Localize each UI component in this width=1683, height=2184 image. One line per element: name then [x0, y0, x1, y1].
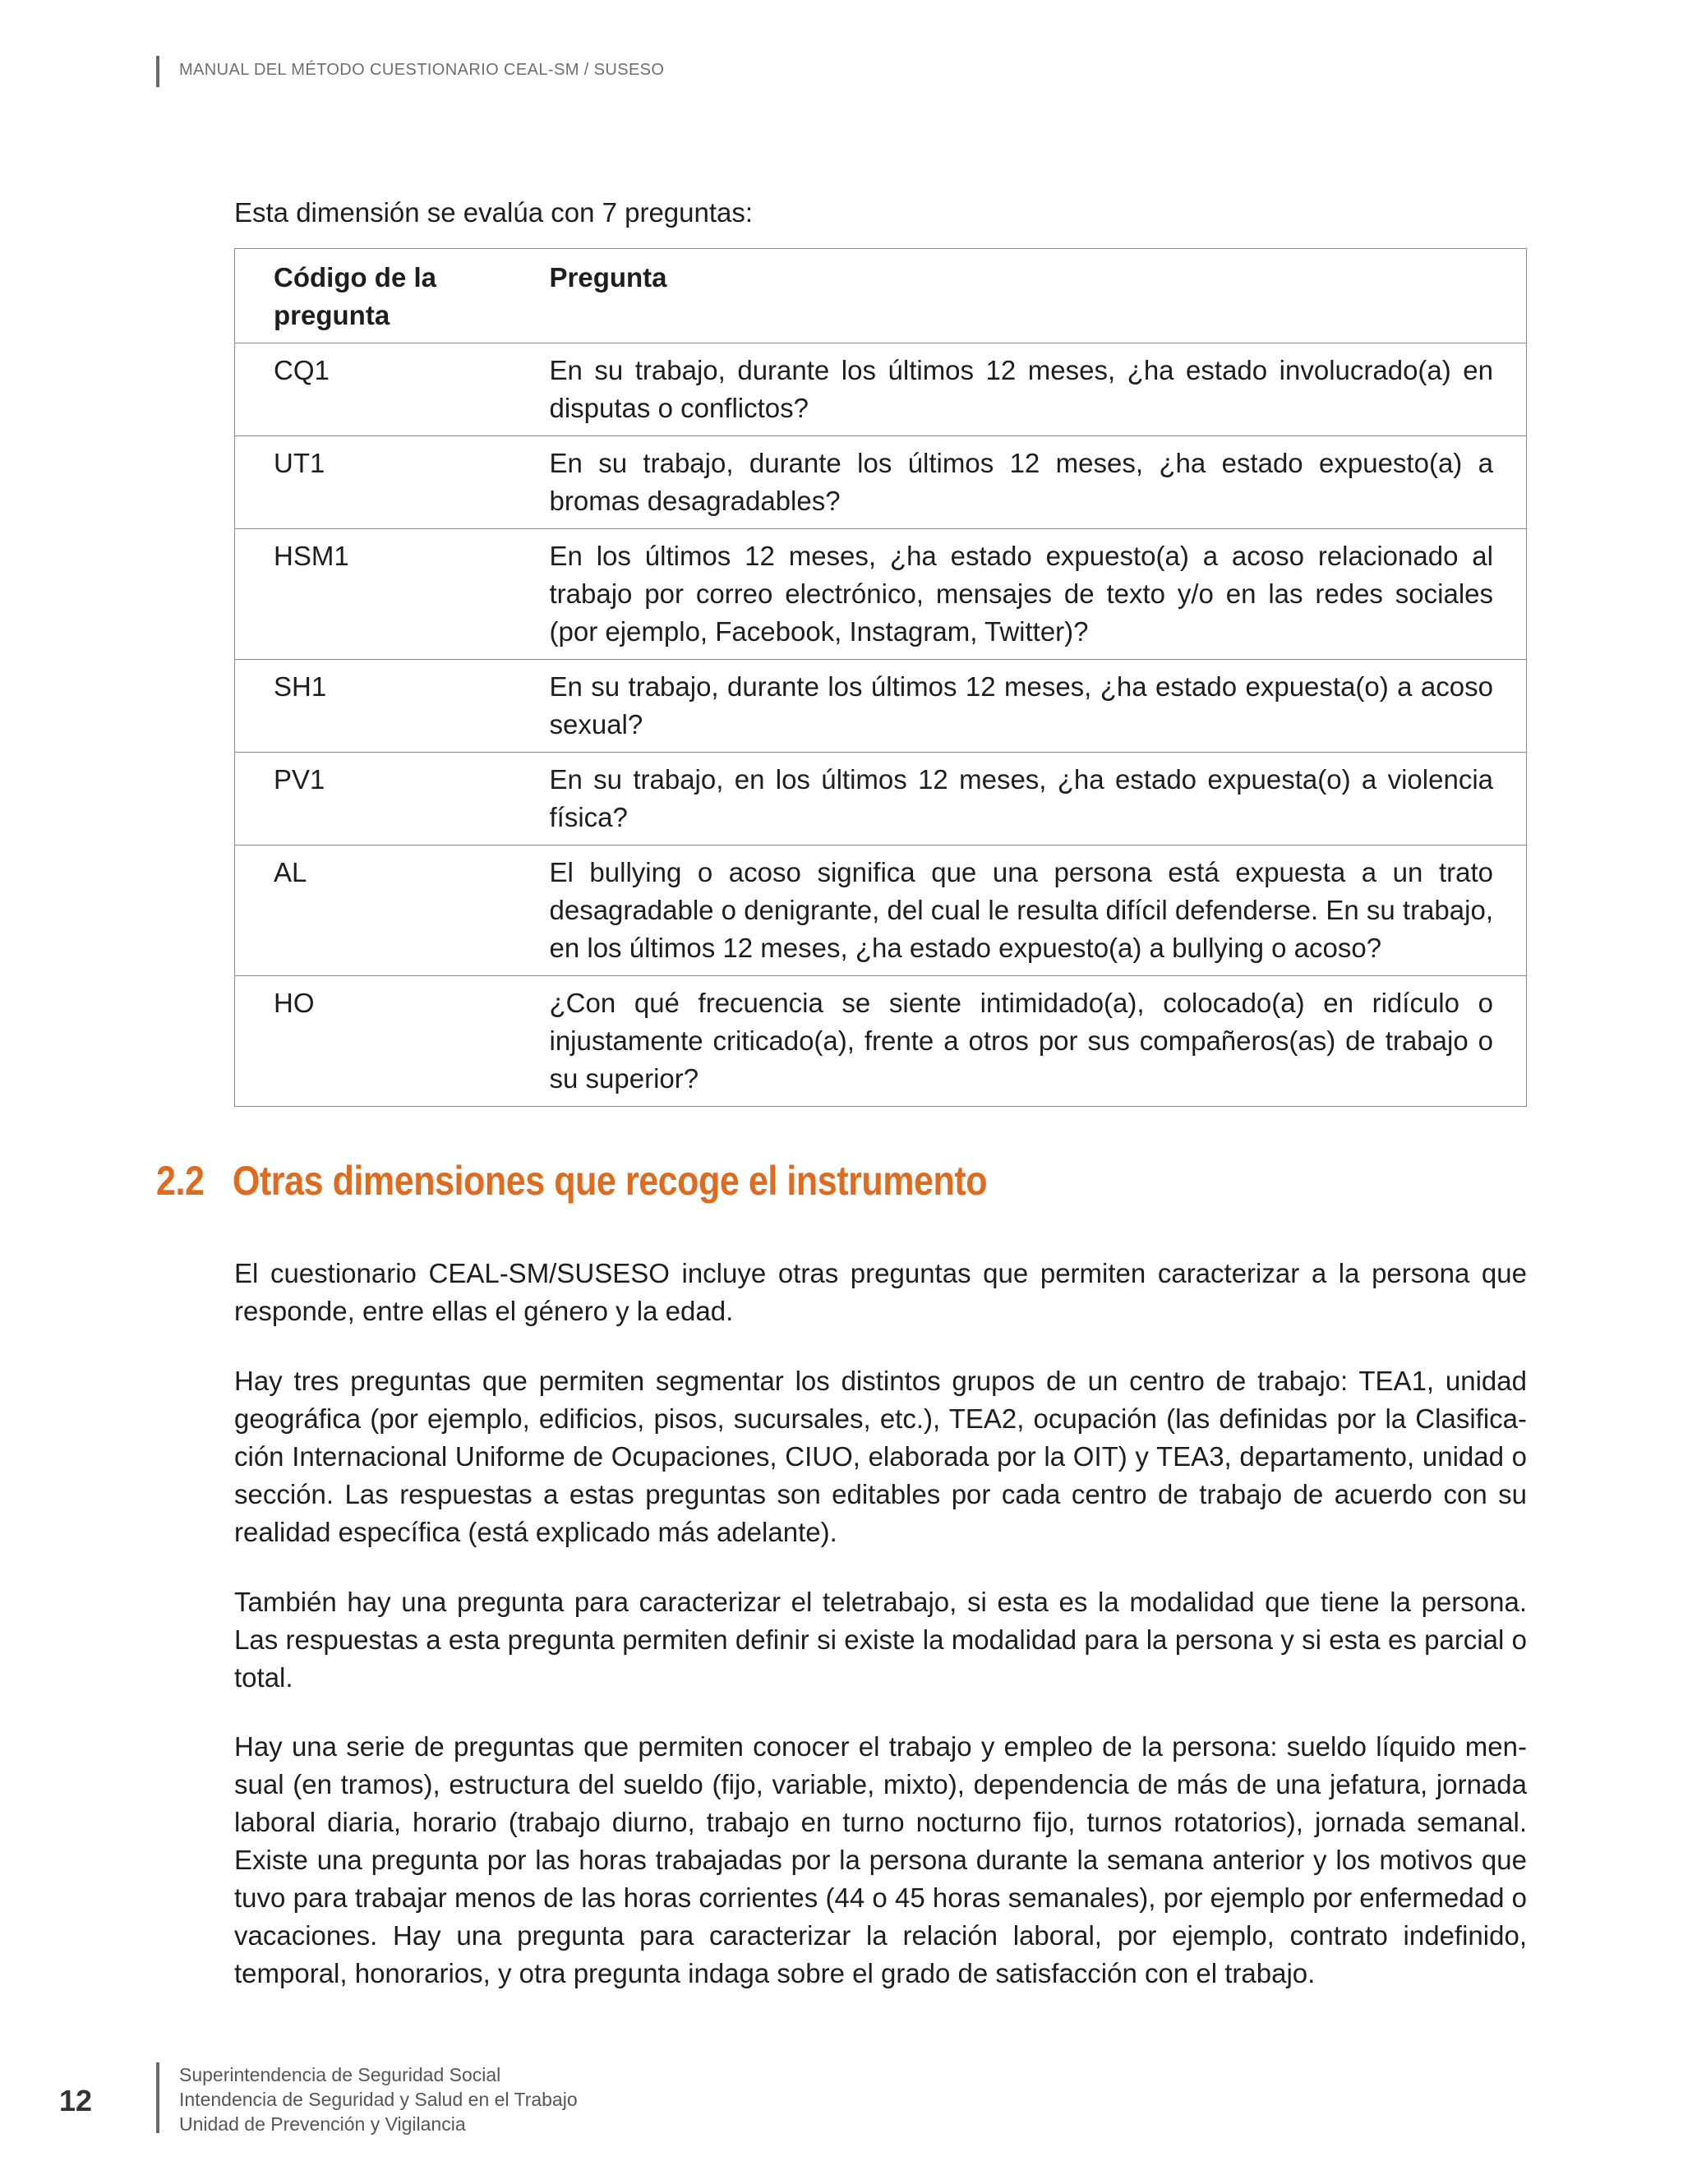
question-text: En los últimos 12 meses, ¿ha estado expuesto(a) a acoso relacionado al trabajo por correo electrónico, mensajes de texto y/o en las redes sociales (por ejemplo, Facebook, Instagram, Twitter)? — [550, 529, 1527, 660]
question-text: En su trabajo, durante los últimos 12 meses, ¿ha estado expuesta(o) a acoso sexual? — [550, 660, 1527, 753]
table-row — [235, 753, 1527, 845]
footer-line: Unidad de Prevención y Vigilancia — [179, 2113, 466, 2135]
question-code: SH1 — [235, 660, 550, 753]
question-code: PV1 — [235, 753, 550, 845]
question-text: En su trabajo, en los últimos 12 meses, ¿ha estado expuesta(o) a violencia física? — [550, 753, 1527, 845]
paragraph: Hay una serie de preguntas que permiten conocer el trabajo y empleo de la persona: sueldo líquido men-sual (en tramos), estructura del sueldo (fijo, variable, mixto), dependencia de más de una jefatura, jornada laboral diaria, horario (trabajo diurno, trabajo en turno nocturno fijo, turnos rotatorios), jornada semanal. Existe una pregunta por las horas trabajadas por la persona durante la semana anterior y los motivos que tuvo para trabajar menos de las horas corrientes (44 o 45 horas semanales), por ejemplo por enfermedad o vacaciones. Hay una pregunta para caracterizar la relación laboral, por ejemplo, contrato indefinido, temporal, honorarios, y otra pregunta indaga sobre el grado de satisfacción con el trabajo. — [234, 1731, 1527, 1988]
table-header-row — [235, 249, 1527, 343]
table-row — [235, 845, 1527, 976]
footer-line: Intendencia de Seguridad y Salud en el Trabajo — [179, 2089, 578, 2110]
question-text: ¿Con qué frecuencia se siente intimidado(a), colocado(a) en ridículo o injustamente criticado(a), frente a otros por sus compañeros(as) de trabajo o su superior? — [550, 976, 1527, 1107]
header-code: Código de la pregunta — [235, 249, 550, 343]
question-code: AL — [235, 845, 550, 976]
table-row — [235, 660, 1527, 753]
table-row — [235, 436, 1527, 529]
header-divider — [156, 56, 159, 87]
table-row — [235, 343, 1527, 436]
paragraph: Hay tres preguntas que permiten segmentar los distintos grupos de un centro de trabajo: TEA1, unidad geográfica (por ejemplo, edificios, pisos, sucursales, etc.), TEA2, ocupación (las definidas por la Clasifica-ción Internacional Uniforme de Ocupaciones, CIUO, elaborada por la OIT) y TEA3, departamento, unidad o sección. Las respuestas a estas preguntas son editables por cada centro de trabajo de acuerdo con su realidad específica (está explicado más adelante). — [234, 1366, 1527, 1547]
question-text: En su trabajo, durante los últimos 12 meses, ¿ha estado involucrado(a) en disputas o conflictos? — [550, 343, 1527, 436]
question-text: En su trabajo, durante los últimos 12 meses, ¿ha estado expuesto(a) a bromas desagradables? — [550, 436, 1527, 529]
footer-line: Superintendencia de Seguridad Social — [179, 2064, 501, 2085]
table-row — [235, 529, 1527, 660]
paragraph: El cuestionario CEAL-SM/SUSESO incluye otras preguntas que permiten caracterizar a la persona que responde, entre ellas el género y la edad. — [234, 1258, 1527, 1326]
table-row — [235, 976, 1527, 1107]
paragraph: También hay una pregunta para caracterizar el teletrabajo, si esta es la modalidad que tiene la persona. Las respuestas a esta pregunta permiten definir si existe la modalidad para la persona y si esta es parcial o total. — [234, 1587, 1527, 1693]
question-code: HSM1 — [235, 529, 550, 660]
intro-text: Esta dimensión se evalúa con 7 preguntas: — [234, 197, 754, 228]
header-question: Pregunta — [550, 249, 1527, 343]
section-number: 2.2 — [156, 1158, 205, 1204]
footer-divider — [156, 2062, 159, 2133]
running-header: MANUAL DEL MÉTODO CUESTIONARIO CEAL-SM / SUSESO — [179, 61, 665, 79]
question-code: HO — [235, 976, 550, 1107]
question-text: El bullying o acoso significa que una persona está expuesta a un trato desagradable o denigrante, del cual le resulta difícil defenderse. En su trabajo, en los últimos 12 meses, ¿ha estado expuesto(a) a bullying o acoso? — [550, 845, 1527, 976]
page-number: 12 — [59, 2084, 93, 2117]
question-code: CQ1 — [235, 343, 550, 436]
footer-organization — [179, 2062, 578, 2136]
section-heading — [156, 1157, 987, 1205]
question-code: UT1 — [235, 436, 550, 529]
questions-table — [234, 248, 1527, 1107]
section-title: Otras dimensiones que recoge el instrumento — [232, 1158, 988, 1204]
